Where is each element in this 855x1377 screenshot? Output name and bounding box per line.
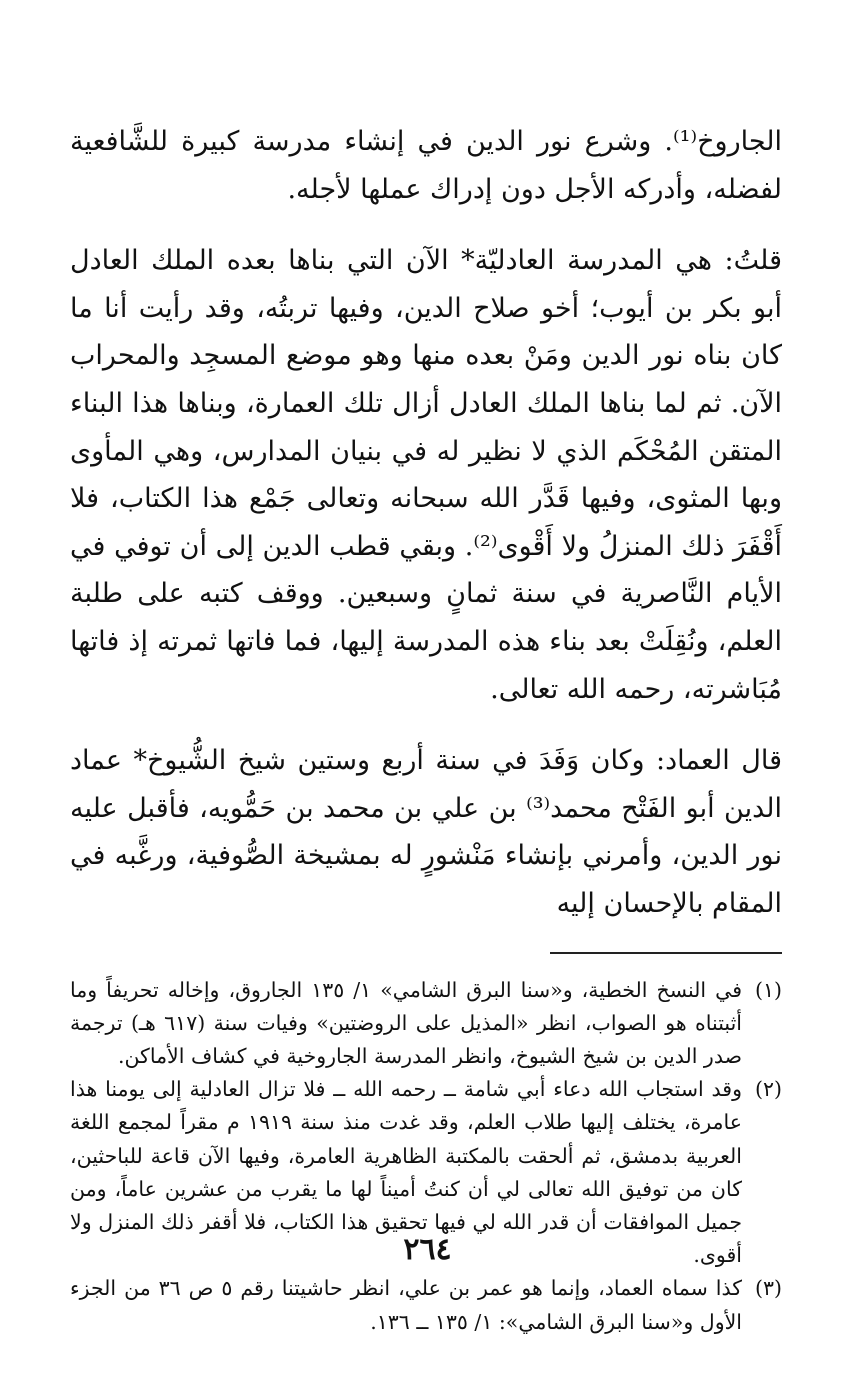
paragraph-2: قلتُ: هي المدرسة العادليّة* الآن التي بناها بعده الملك العادل أبو بكر بن أيوب؛ أخو صلاح الدين، وفيها تربتُه، وقد رأيت أنا ما كان بناه نور الدين ومَنْ بعده منها وهو موضع المسجِد والمحراب الآن. ثم لما بناها الملك العادل أزال تلك العمارة، وبناها هذا البناء المتقن المُحْكَم الذي لا نظير له في بنيان المدارس، وهي المأوى وبها المثوى، وفيها قَدَّر الله سبحانه وتعالى جَمْع هذا الكتاب، فلا أَقْفَرَ ذلك المنزلُ ولا أَقْوى⁽²⁾. وبقي قطب الدين إلى أن توفي في الأيام النَّاصرية في سنة ثمانٍ وسبعين. ووقف كتبه على طلبة العلم، ونُقِلَتْ بعد بناء هذه المدرسة إليها، فما فاتها ثمرته إذ فاتها مُبَاشرته، رحمه الله تعالى. <box>70 245 783 705</box>
footnote-text: وقد استجاب الله دعاء أبي شامة ــ رحمه الله ــ فلا تزال العادلية إلى يومنا هذا عامرة، يختلف إليها طلاب العلم، وقد غدت منذ سنة ١٩١٩ م مقراً لمجمع اللغة العربية بدمشق، ثم ألحقت بالمكتبة الظاهرية العامرة، وفيها الآن قاعة للباحثين، كان من توفيق الله تعالى لي أن كنتُ أميناً لها ما يقرب من عشرين عاماً، ومن جميل الموافقات أن قدر الله لي فيها تحقيق هذا الكتاب، فلا أقفر ذلك المنزل ولا أقوى. <box>70 1077 742 1268</box>
footnote-text: في النسخ الخطية، و«سنا البرق الشامي» ١/ ١٣٥ الجاروق، وإخاله تحريفاً وما أثبتناه هو الصواب، انظر «المذيل على الروضتين» وفيات سنة (٦١٧ هـ) ترجمة صدر الدين بن شيخ الشيوخ، وانظر المدرسة الجاروخية في كشاف الأماكن. <box>70 977 742 1068</box>
footnotes <box>70 974 782 1339</box>
footnote-number: (٢) <box>754 1077 782 1102</box>
paragraph-1: الجاروخ⁽¹⁾. وشرع نور الدين في إنشاء مدرسة كبيرة للشَّافعية لفضله، وأدركه الأجل دون إدراك عملها لأجله. <box>70 126 782 205</box>
paragraph-3: قال العماد: وكان وَفَدَ في سنة أربع وستين شيخ الشُّيوخ* عماد الدين أبو الفَتْح محمد⁽³⁾ بن علي بن محمد بن حَمُّويه، فأقبل عليه نور الدين، وأمرني بإنشاء مَنْشورٍ له بمشيخة الصُّوفية، ورغَّبه في المقام بالإحسان إليه <box>70 745 782 919</box>
footnote-number: (١) <box>754 977 782 1002</box>
footnote-3 <box>70 1272 782 1338</box>
page-number: ٢٦٤ <box>403 1232 452 1267</box>
book-page <box>70 118 782 1339</box>
main-text <box>70 118 782 928</box>
footnote-text: كذا سماه العماد، وإنما هو عمر بن علي، انظر حاشيتنا رقم ٥ ص ٣٦ من الجزء الأول و«سنا البرق الشامي»: ١/ ١٣٥ ــ ١٣٦. <box>70 1276 742 1334</box>
footnote-1 <box>70 974 782 1074</box>
footnote-number: (٣) <box>754 1276 782 1301</box>
footnote-divider <box>550 952 782 954</box>
